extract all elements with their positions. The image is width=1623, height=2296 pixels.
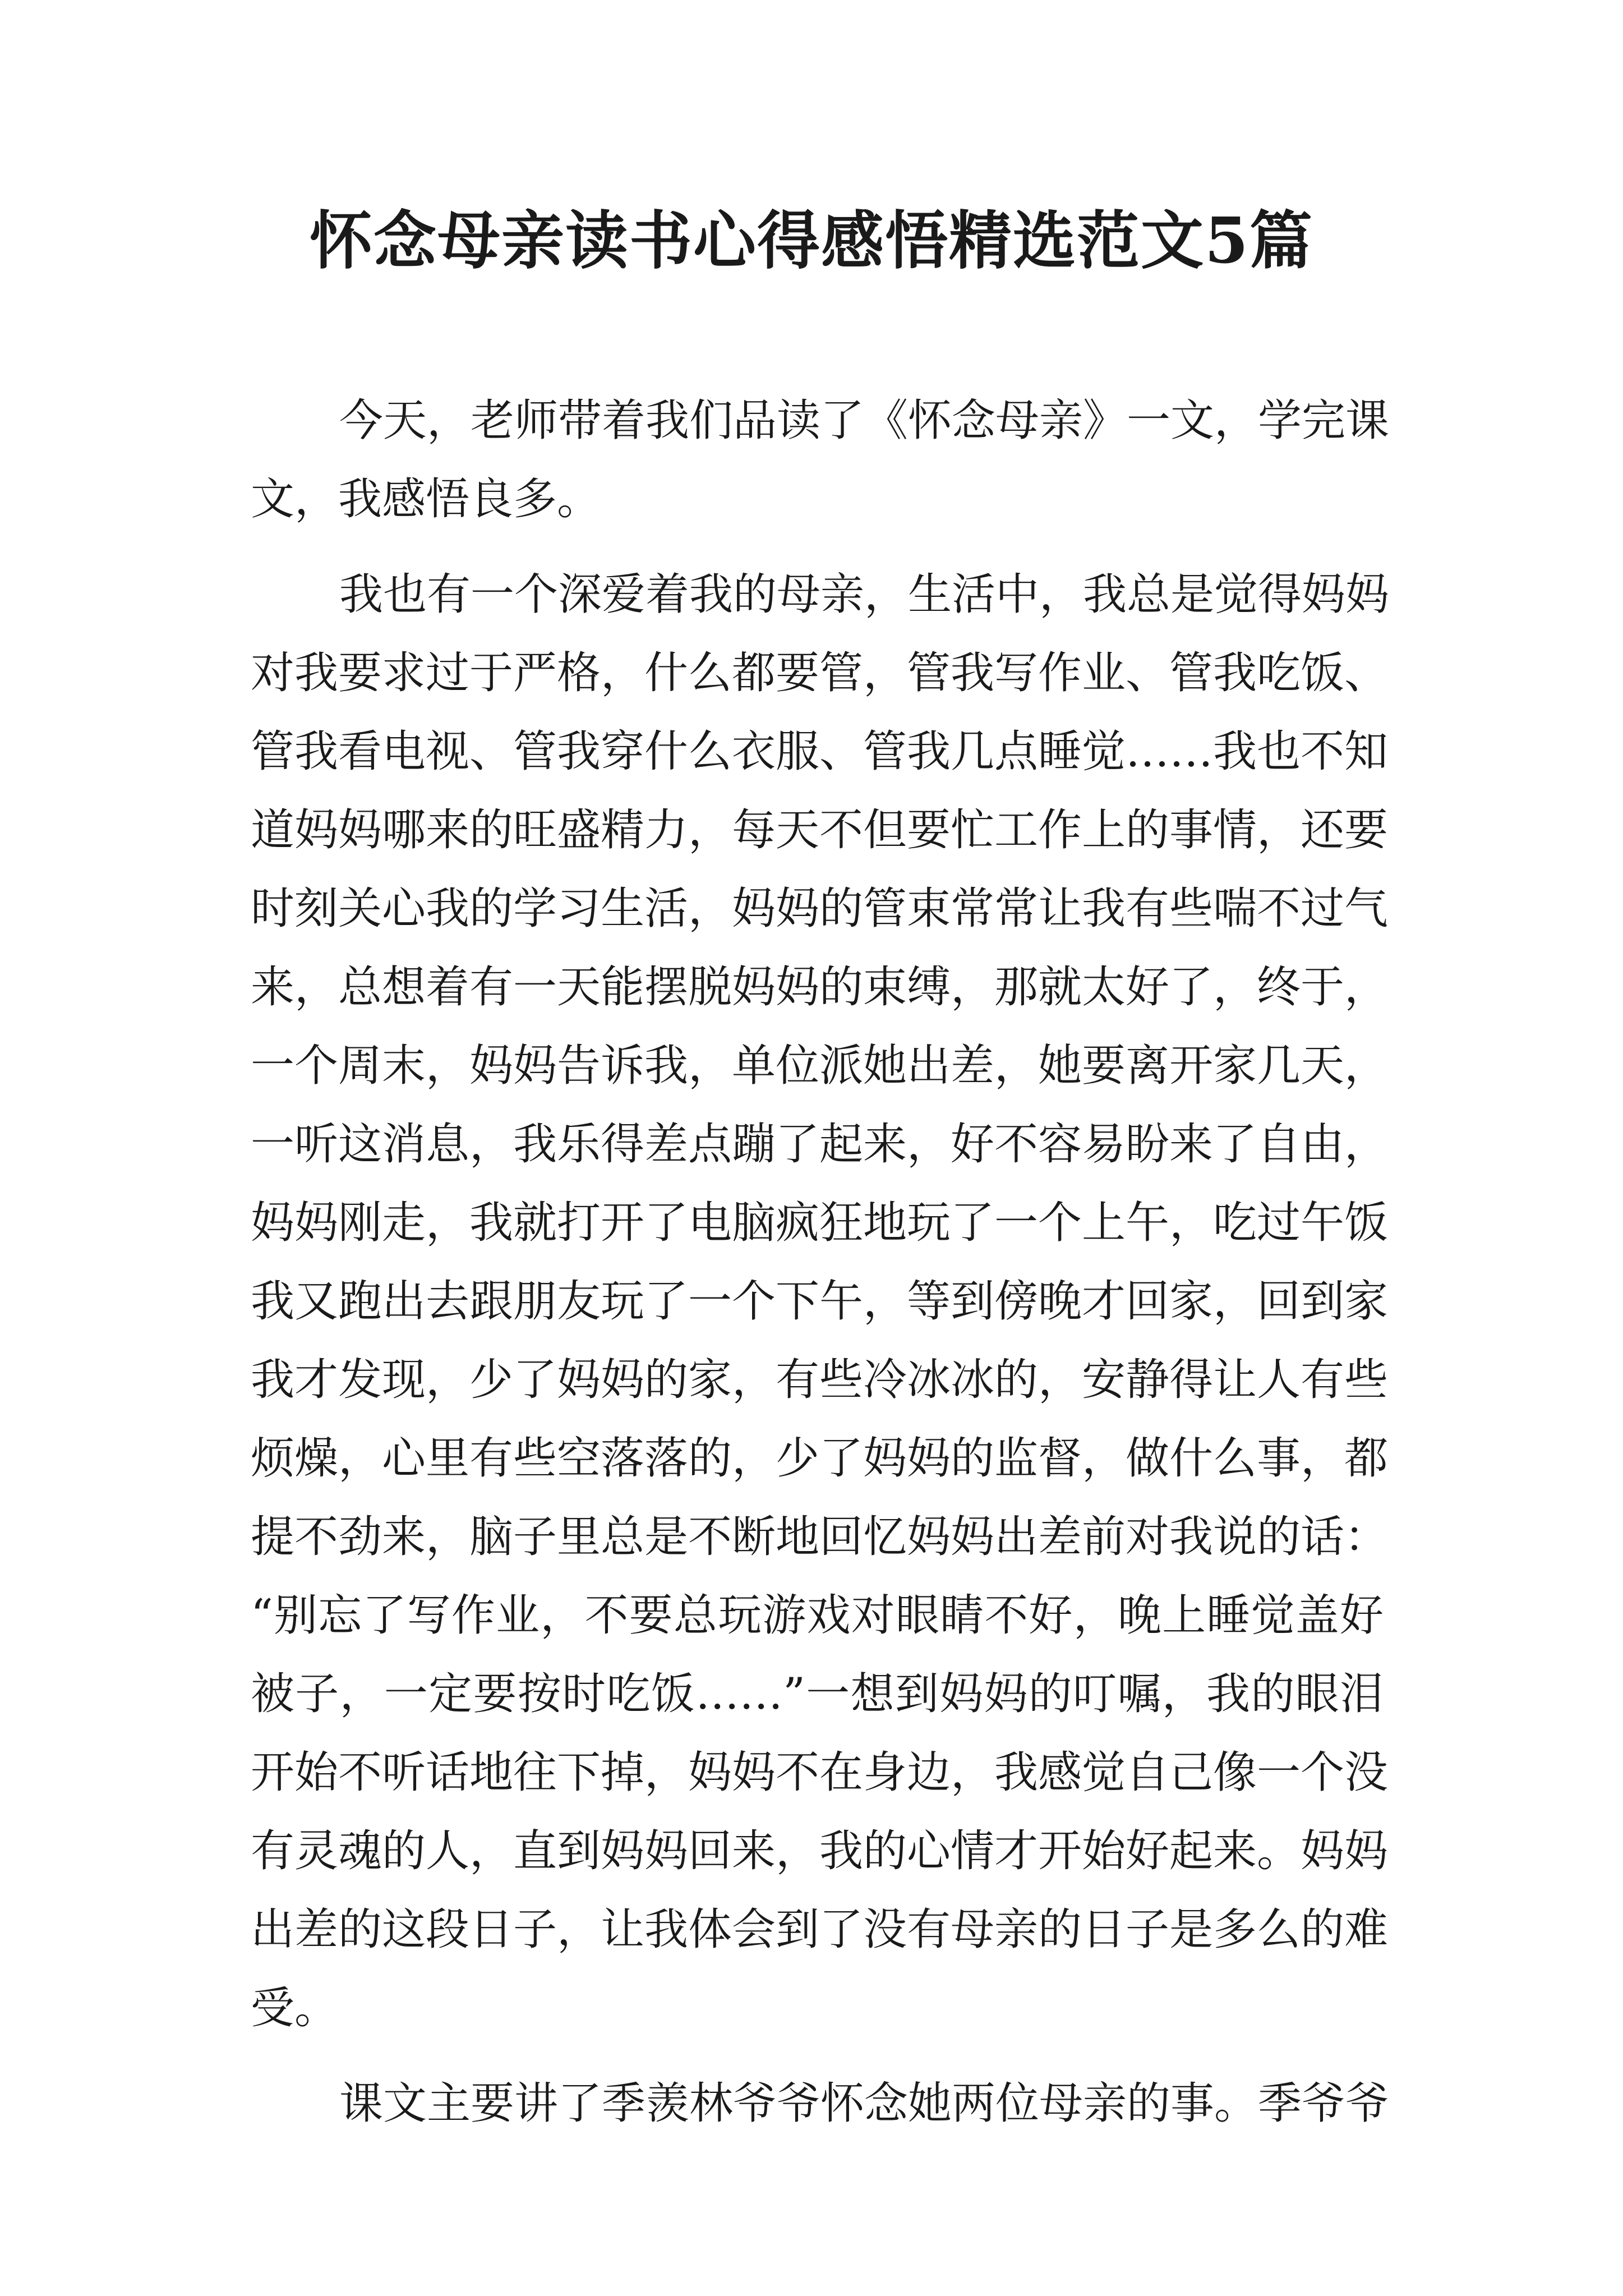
paragraph bbox=[251, 555, 1390, 2047]
document-title: 怀念母亲读书心得感悟精选范文5篇 bbox=[310, 204, 1313, 278]
paragraph-line: 道妈妈哪来的旺盛精力，每天不但要忙工作上的事情，还要 bbox=[251, 805, 1389, 855]
paragraph-line: 一听这消息，我乐得差点蹦了起来，好不容易盼来了自由， bbox=[251, 1119, 1389, 1170]
paragraph-line: 开始不听话地往下掉，妈妈不在身边，我感觉自己像一个没 bbox=[251, 1747, 1389, 1798]
paragraph-line: 今天，老师带着我们品读了《怀念母亲》一文，学完课 bbox=[339, 395, 1390, 446]
paragraph-spacer bbox=[251, 539, 1384, 555]
paragraph-line: 时刻关心我的学习生活，妈妈的管束常常让我有些喘不过气 bbox=[251, 884, 1389, 934]
paragraph-line: 被子，一定要按时吃饭……”一想到妈妈的叮嘱，我的眼泪 bbox=[251, 1669, 1384, 1719]
paragraph-line: 受。 bbox=[251, 1983, 339, 2033]
paragraph bbox=[251, 381, 1390, 539]
paragraph-line: 管我看电视、管我穿什么衣服、管我几点睡觉……我也不知 bbox=[251, 726, 1389, 777]
paragraph bbox=[251, 2064, 1390, 2143]
paragraph-line: 出差的这段日子，让我体会到了没有母亲的日子是多么的难 bbox=[251, 1904, 1389, 1955]
paragraph-line: 提不劲来，脑子里总是不断地回忆妈妈出差前对我说的话： bbox=[251, 1512, 1389, 1562]
paragraph-line: 妈妈刚走，我就打开了电脑疯狂地玩了一个上午，吃过午饭 bbox=[251, 1198, 1389, 1248]
paragraph-line: 有灵魂的人，直到妈妈回来，我的心情才开始好起来。妈妈 bbox=[251, 1826, 1389, 1876]
document-body bbox=[251, 381, 1390, 2143]
paragraph-line: 烦燥，心里有些空落落的，少了妈妈的监督，做什么事，都 bbox=[251, 1433, 1389, 1484]
paragraph-line: 来，总想着有一天能摆脱妈妈的束缚，那就太好了，终于， bbox=[251, 962, 1389, 1013]
paragraph-line: 文，我感悟良多。 bbox=[251, 474, 601, 524]
paragraph-line: 我也有一个深爱着我的母亲，生活中，我总是觉得妈妈 bbox=[339, 569, 1390, 620]
paragraph-line: “别忘了写作业，不要总玩游戏对眼睛不好，晚上睡觉盖好 bbox=[251, 1590, 1384, 1641]
paragraph-line: 我才发现，少了妈妈的家，有些冷冰冰的，安静得让人有些 bbox=[251, 1355, 1389, 1405]
paragraph-line: 一个周末，妈妈告诉我，单位派她出差，她要离开家几天， bbox=[251, 1041, 1389, 1091]
paragraph-line: 对我要求过于严格，什么都要管，管我写作业、管我吃饭、 bbox=[251, 648, 1389, 698]
paragraph-line: 我又跑出去跟朋友玩了一个下午，等到傍晚才回家，回到家 bbox=[251, 1276, 1389, 1327]
paragraph-spacer bbox=[251, 2047, 1384, 2064]
paragraph-line: 课文主要讲了季羡林爷爷怀念她两位母亲的事。季爷爷 bbox=[339, 2078, 1390, 2129]
